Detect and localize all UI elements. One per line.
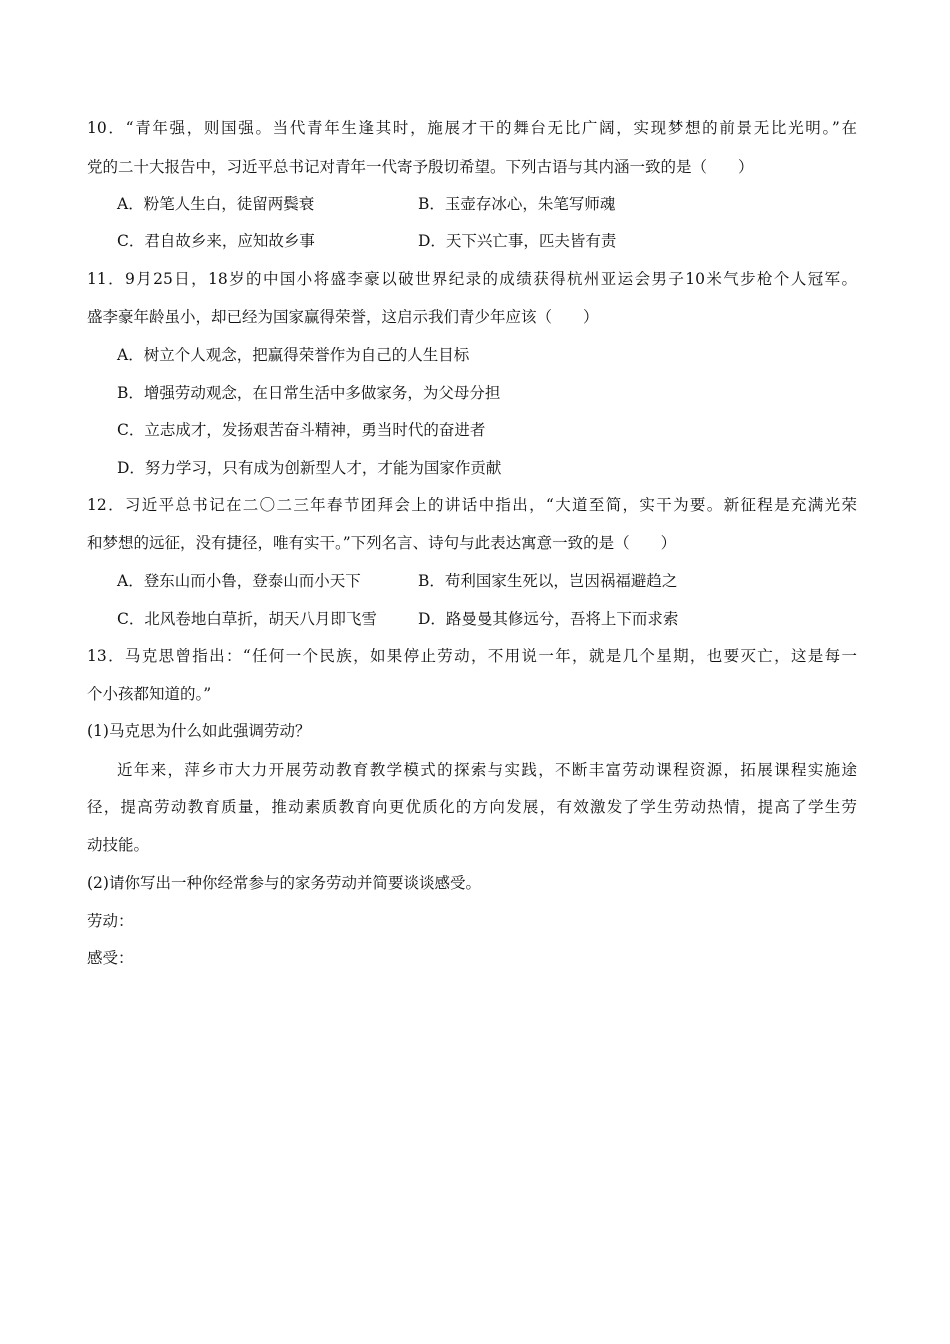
q13-material-line-2: 径，提高劳动教育质量，推动素质教育向更优质化的方向发展，有效激发了学生劳动热情，提高了学生劳 <box>87 798 857 816</box>
labor-answer-label: 劳动： <box>87 912 134 930</box>
q11-option-b: B．增强劳动观念，在日常生活中多做家务，为父母分担 <box>117 384 501 402</box>
q10-stem-line-2: 党的二十大报告中，习近平总书记对青年一代寄予殷切希望。下列古语与其内涵一致的是（ ） <box>87 158 754 176</box>
q11-stem-line-2: 盛李豪年龄虽小，却已经为国家赢得荣誉，这启示我们青少年应该（ ） <box>87 308 599 326</box>
q12-stem-line-2: 和梦想的远征，没有捷径，唯有实干。”下列名言、诗句与此表达寓意一致的是（ ） <box>87 534 677 552</box>
q13-stem-line-1: 13．马克思曾指出：“任何一个民族，如果停止劳动，不用说一年，就是几个星期，也要灭亡，这是每一 <box>87 647 857 665</box>
q13-subquestion-2: (2)请你写出一种你经常参与的家务劳动并简要谈谈感受。 <box>87 874 481 892</box>
q12-option-a: A．登东山而小鲁，登泰山而小天下 <box>117 572 361 590</box>
q11-option-d: D．努力学习，只有成为创新型人才，才能为国家作贡献 <box>117 459 502 477</box>
q10-option-d: D．天下兴亡事，匹夫皆有责 <box>418 232 617 250</box>
feeling-answer-label: 感受： <box>87 949 134 967</box>
q12-option-b: B．苟利国家生死以，岂因祸福避趋之 <box>418 572 678 590</box>
q10-option-b: B．玉壶存冰心，朱笔写师魂 <box>418 195 616 213</box>
q10-stem-line-1: 10．“青年强，则国强。当代青年生逢其时，施展才干的舞台无比广阔，实现梦想的前景无比光明。”在 <box>87 119 857 137</box>
q10-option-c: C．君自故乡来，应知故乡事 <box>117 232 315 250</box>
q13-material-line-3: 动技能。 <box>87 836 150 854</box>
q12-stem-line-1: 12．习近平总书记在二〇二三年春节团拜会上的讲话中指出，“大道至简，实干为要。新征程是充满光荣 <box>87 496 857 514</box>
q12-option-c: C．北风卷地白草折，胡天八月即飞雪 <box>117 610 377 628</box>
q11-stem-line-1: 11．9月25日，18岁的中国小将盛李豪以破世界纪录的成绩获得杭州亚运会男子10米气步枪个人冠军。 <box>87 270 857 288</box>
q12-option-d: D．路曼曼其修远兮，吾将上下而求索 <box>418 610 679 628</box>
q13-stem-line-2: 个小孩都知道的。” <box>87 685 212 703</box>
q13-material-line-1: 近年来，萍乡市大力开展劳动教育教学模式的探索与实践，不断丰富劳动课程资源，拓展课程实施途 <box>117 761 857 779</box>
q10-option-a: A．粉笔人生白，徒留两鬓衰 <box>117 195 315 213</box>
q11-option-a: A．树立个人观念，把赢得荣誉作为自己的人生目标 <box>117 346 470 364</box>
q13-subquestion-1: (1)马克思为什么如此强调劳动？ <box>87 722 311 740</box>
q11-option-c: C．立志成才，发扬艰苦奋斗精神，勇当时代的奋进者 <box>117 421 486 439</box>
